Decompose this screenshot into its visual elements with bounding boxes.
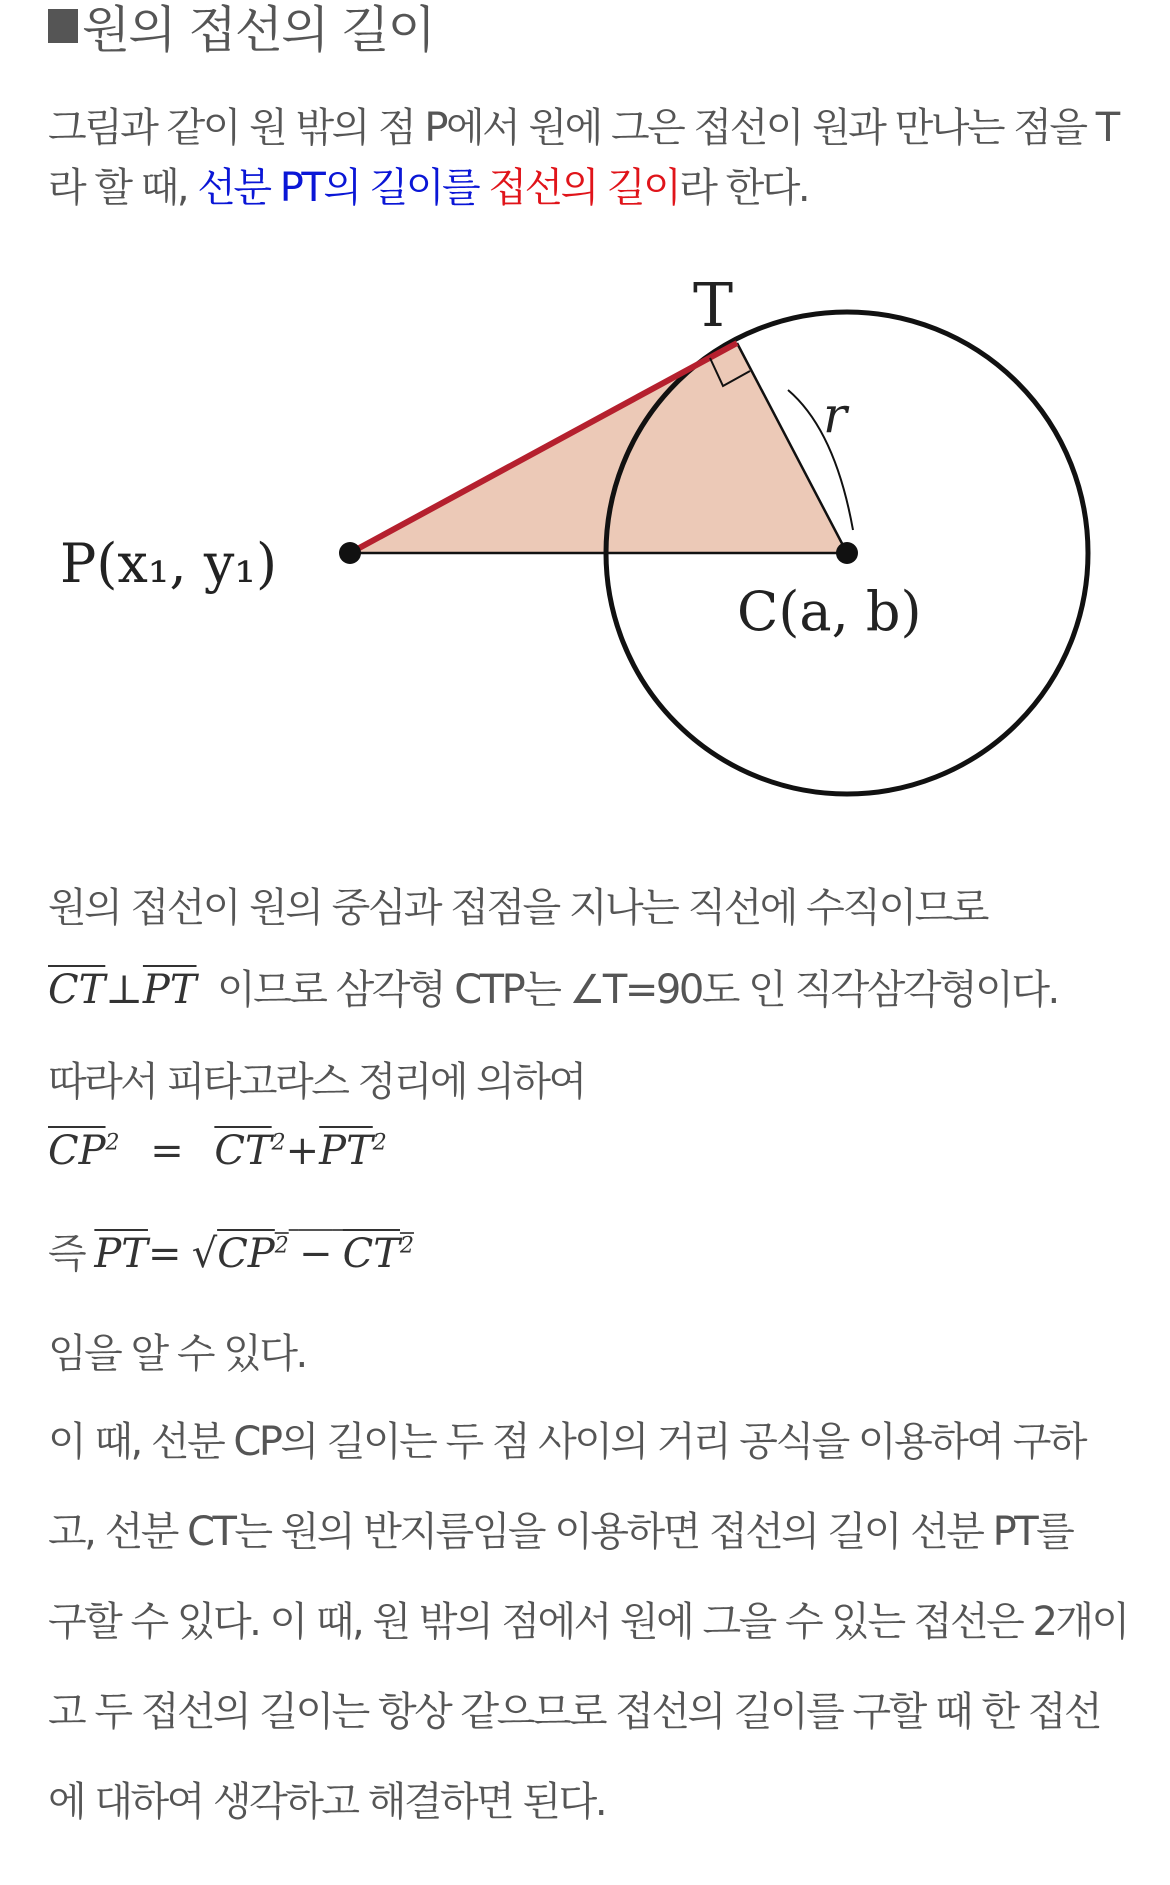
tangent-diagram [0, 262, 1170, 822]
pythagoras-equation: $\overline{CP}^2$ = $\overline{CT}^2+\overline{PT}^2$ [48, 1128, 387, 1174]
body-line-9: 에 대하여 생각하고 해결하면 된다. [48, 1779, 606, 1825]
square-bullet-icon [48, 9, 78, 43]
label-r: r [823, 386, 847, 444]
body-line-1: 원의 접선이 원의 중심과 접점을 지나는 직선에 수직이므로 [48, 885, 987, 931]
body-line-7: 구할 수 있다. 이 때, 원 밖의 점에서 원에 그을 수 있는 접선은 2개이 [48, 1599, 1128, 1645]
label-c: C(a, b) [737, 580, 922, 643]
highlight-segment-pt: 선분 PT의 길이를 [197, 165, 479, 211]
label-p: P(x₁, y₁) [60, 532, 278, 595]
perpendicular-statement: $\overline{CT}\perp\overline{PT}$ 이므로 삼각형 CTP는 ∠T=90도 인 직각삼각형이다. [48, 967, 1058, 1013]
point-c [836, 542, 858, 564]
body-line-5: 이 때, 선분 CP의 길이는 두 점 사이의 거리 공식을 이용하여 구하 [48, 1419, 1085, 1465]
intro-line-1: 그림과 같이 원 밖의 점 P에서 원에 그은 접선이 원과 만나는 점을 T [48, 105, 1118, 151]
highlight-tangent-length: 접선의 길이 [488, 165, 680, 211]
sqrt-symbol: √ [191, 1231, 218, 1277]
pt-formula: 즉 $\overline{PT}= √CP^2 - CT^2$ [48, 1231, 414, 1277]
label-t: T [692, 271, 734, 341]
intro-line-2: 라 할 때, 선분 PT의 길이를 접선의 길이라 한다. [48, 165, 809, 211]
point-p [339, 542, 361, 564]
body-line-3: 따라서 피타고라스 정리에 의하여 [48, 1059, 585, 1105]
body-line-4: 임을 알 수 있다. [48, 1331, 306, 1377]
right-triangle [350, 343, 847, 553]
body-line-8: 고 두 접선의 길이는 항상 같으므로 접선의 길이를 구할 때 한 접선 [48, 1689, 1101, 1735]
page-title: 원의 접선의 길이 [48, 0, 434, 60]
body-line-6: 고, 선분 CT는 원의 반지름임을 이용하면 접선의 길이 선분 PT를 [48, 1509, 1073, 1555]
